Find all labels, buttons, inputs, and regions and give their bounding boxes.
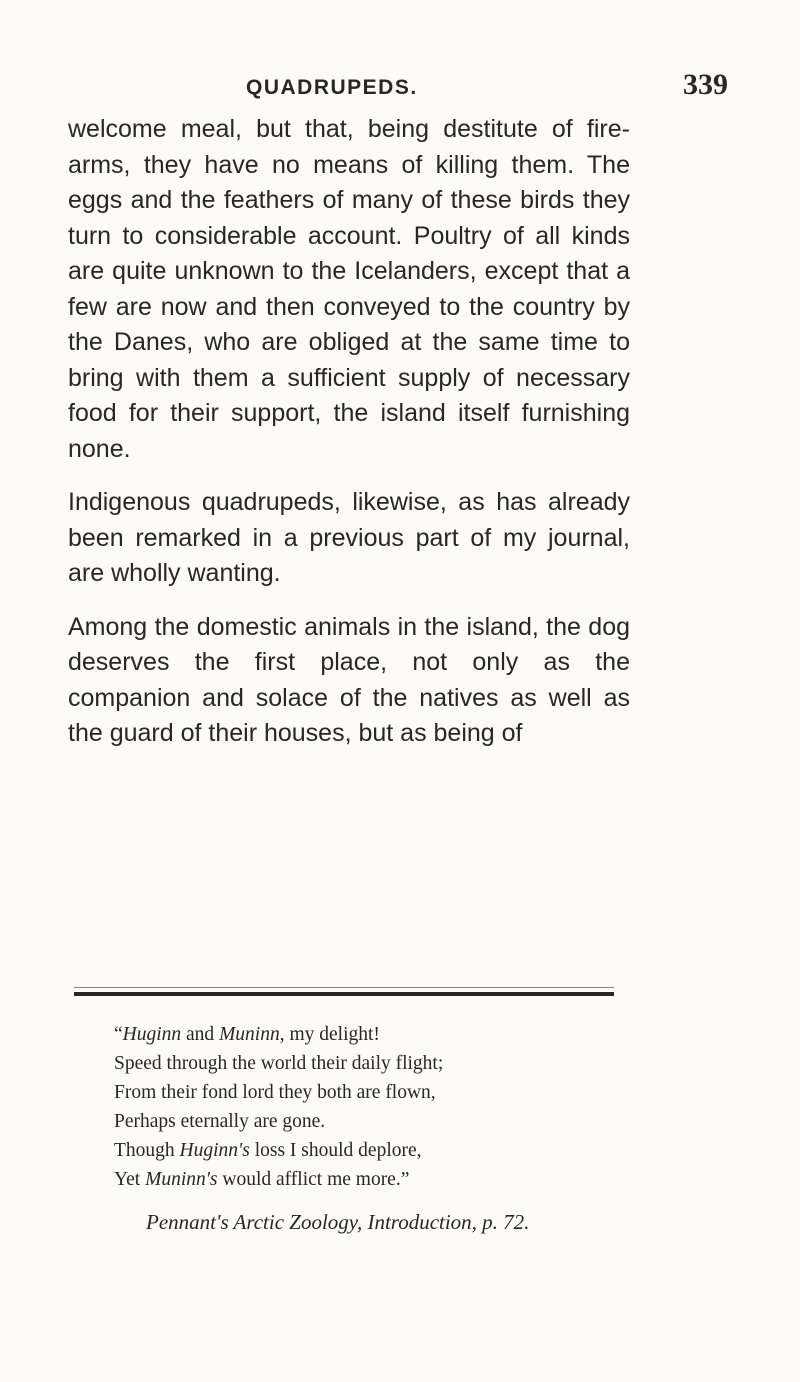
verse-line-2: Speed through the world their daily flight; <box>114 1053 444 1074</box>
verse-line-1 <box>90 1020 650 1049</box>
name-muninn: Muninn <box>219 1024 280 1045</box>
page-number: 339 <box>683 68 728 101</box>
running-title: QUADRUPEDS. <box>246 76 418 99</box>
verse-line-5-start: Though <box>114 1140 180 1161</box>
verse-line-5-rest: loss I should deplore, <box>249 1140 422 1161</box>
verse-line-1-rest: , my delight! <box>279 1024 380 1045</box>
verse-line-6 <box>90 1165 650 1194</box>
verse-line-3: From their fond lord they both are flown, <box>114 1082 436 1103</box>
verse-line-6-start: Yet <box>114 1169 146 1190</box>
running-head <box>60 68 740 108</box>
verse-line-4: Perhaps eternally are gone. <box>114 1111 326 1132</box>
name-huginns: Huginn's <box>179 1140 250 1161</box>
open-quote: “ <box>114 1024 123 1045</box>
name-muninns: Muninn's <box>145 1169 218 1190</box>
name-huginn: Huginn <box>122 1024 182 1045</box>
conjunction: and <box>181 1024 220 1045</box>
paragraph-3: Among the domestic animals in the island, the dog deserves the first place, not only as the companion and solace of the natives as well as the guard of their houses, but as being of <box>68 612 630 747</box>
footnote <box>90 1020 650 1237</box>
footnote-rule <box>74 992 614 996</box>
paragraph-2: Indigenous quadrupeds, likewise, as has already been remarked in a previous part of my journal, are wholly wanting. <box>68 488 630 587</box>
body-text <box>68 112 630 752</box>
paragraph-1: welcome meal, but that, being destitute of fire-arms, they have no means of killing them. The eggs and the feathers of many of these birds they turn to considerable account. Poultry of all kinds are quite unknown to the Icelanders, except that a few are now and then conveyed to the country by the Danes, who are obliged at the same time to bring with them a sufficient supply of necessary food for their support, the island itself furnishing none. <box>68 115 630 463</box>
footnote-rule-thin <box>74 987 614 988</box>
verse-line-5 <box>90 1136 650 1165</box>
footnote-attribution: Pennant's Arctic Zoology, Introduction, p. 72. <box>146 1210 530 1234</box>
verse-line-6-rest: would afflict me more.” <box>217 1169 410 1190</box>
